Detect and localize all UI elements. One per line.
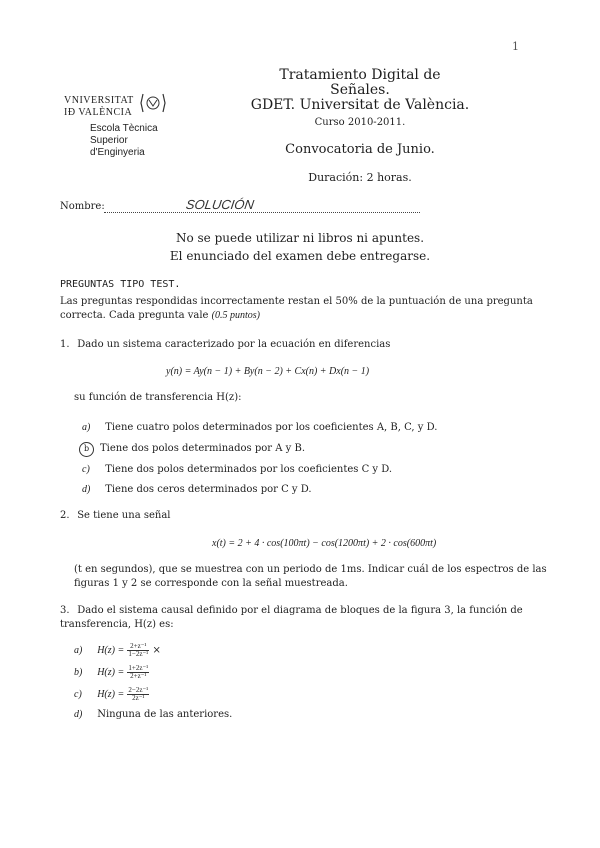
option-lhs: H(z) = — [97, 689, 125, 700]
fraction-denominator: 2+z⁻¹ — [130, 672, 147, 680]
question-2-description: (t en segundos), que se muestrea con un periodo de 1ms. Indicar cuál de los espectros de las figuras 1 y 2 se corresponde con la señal muestreada. — [74, 564, 547, 589]
question-1-equation: y(n) = Ay(n − 1) + By(n − 2) + Cx(n) + Dx(n − 1) — [166, 366, 370, 377]
exam-call: Convocatoria de Junio. — [285, 142, 435, 157]
question-3-option-d — [74, 708, 232, 721]
option-letter: b) — [74, 667, 83, 678]
option-lhs: H(z) = — [97, 645, 125, 656]
page-number: 1 — [512, 40, 519, 53]
exam-title-line-1: Tratamiento Digital de Señales. — [279, 67, 441, 98]
university-line-2: IÐ VALÈNCIA — [64, 107, 133, 118]
instructions-text: Las preguntas respondidas incorrectamente restan el 50% de la puntuación de una pregunta correcta. Cada pregunta vale — [60, 296, 533, 321]
question-1 — [60, 338, 390, 351]
question-text: Dado un sistema caracterizado por la ecuación en diferencias — [77, 339, 391, 350]
school-line-2: Superior — [90, 135, 128, 146]
option-letter: d) — [82, 484, 91, 495]
notice-line-1: No se puede utilizar ni libros ni apuntes. — [175, 231, 425, 245]
section-title: PREGUNTAS TIPO TEST. — [60, 279, 181, 290]
name-field-value: SOLUCIÓN — [184, 197, 255, 212]
question-text: Se tiene una señal — [77, 510, 171, 521]
option-fraction — [127, 665, 149, 680]
exam-title-line-2: GDET. Universitat de València. — [250, 97, 470, 113]
question-3-option-b — [74, 665, 149, 680]
question-number: 1. — [60, 339, 70, 350]
notice-line-2: El enunciado del examen debe entregarse. — [169, 249, 431, 263]
option-fraction — [127, 687, 149, 702]
option-letter: c) — [82, 464, 90, 475]
option-text: Tiene dos polos determinados por A y B. — [100, 443, 305, 454]
question-1-option-a — [82, 421, 437, 434]
question-3-option-a — [74, 643, 161, 658]
question-1-option-b — [82, 442, 305, 457]
school-line-3: d'Enginyeria — [90, 147, 145, 158]
university-seal-icon — [140, 92, 166, 114]
question-2 — [60, 509, 170, 522]
fraction-denominator: 1−2z⁻¹ — [128, 650, 149, 658]
school-line-1: Escola Tècnica — [90, 123, 158, 134]
option-letter: a) — [82, 422, 91, 433]
name-label: Nombre: — [60, 201, 105, 212]
school-name — [90, 123, 158, 159]
option-fraction — [127, 643, 149, 658]
option-letter: d) — [74, 709, 83, 720]
exam-notice — [140, 229, 460, 265]
fraction-numerator: 2−2z⁻¹ — [128, 686, 149, 694]
option-letter: c) — [74, 689, 82, 700]
question-number: 3. — [60, 605, 70, 616]
option-text: Tiene dos polos determinados por los coeficientes C y D. — [105, 464, 393, 475]
question-3 — [60, 604, 555, 632]
name-field-line — [104, 212, 420, 213]
option-text: Tiene cuatro polos determinados por los coeficientes A, B, C, y D. — [105, 422, 438, 433]
question-2-equation: x(t) = 2 + 4 · cos(100πt) − cos(1200πt) + 2 · cos(600πt) — [212, 538, 437, 549]
points-value: (0.5 puntos) — [211, 310, 260, 321]
option-mark: × — [152, 645, 161, 656]
option-letter: a) — [74, 645, 83, 656]
option-text: Ninguna de las anteriores. — [97, 709, 233, 720]
question-text: Dado el sistema causal definido por el diagrama de bloques de la figura 3, la función de transferencia, H(z) es: — [60, 605, 523, 630]
exam-duration: Duración: 2 horas. — [308, 171, 412, 184]
question-number: 2. — [60, 510, 70, 521]
section-instructions — [60, 295, 555, 323]
exam-header — [250, 68, 470, 184]
university-line-1: VNIVERSITAT — [64, 95, 134, 106]
university-logo-text — [64, 95, 134, 119]
fraction-numerator: 2+z⁻¹ — [127, 643, 149, 651]
selected-answer-circle: b — [79, 442, 94, 457]
fraction-denominator: 2z⁻¹ — [132, 694, 145, 702]
question-1-prompt: su función de transferencia H(z): — [74, 392, 242, 403]
option-text: Tiene dos ceros determinados por C y D. — [105, 484, 312, 495]
course-year: Curso 2010-2011. — [314, 117, 406, 128]
question-1-option-d — [82, 483, 312, 496]
question-3-option-c — [74, 687, 149, 702]
fraction-numerator: 1+2z⁻¹ — [128, 664, 149, 672]
option-lhs: H(z) = — [97, 667, 125, 678]
question-1-option-c — [82, 463, 392, 476]
